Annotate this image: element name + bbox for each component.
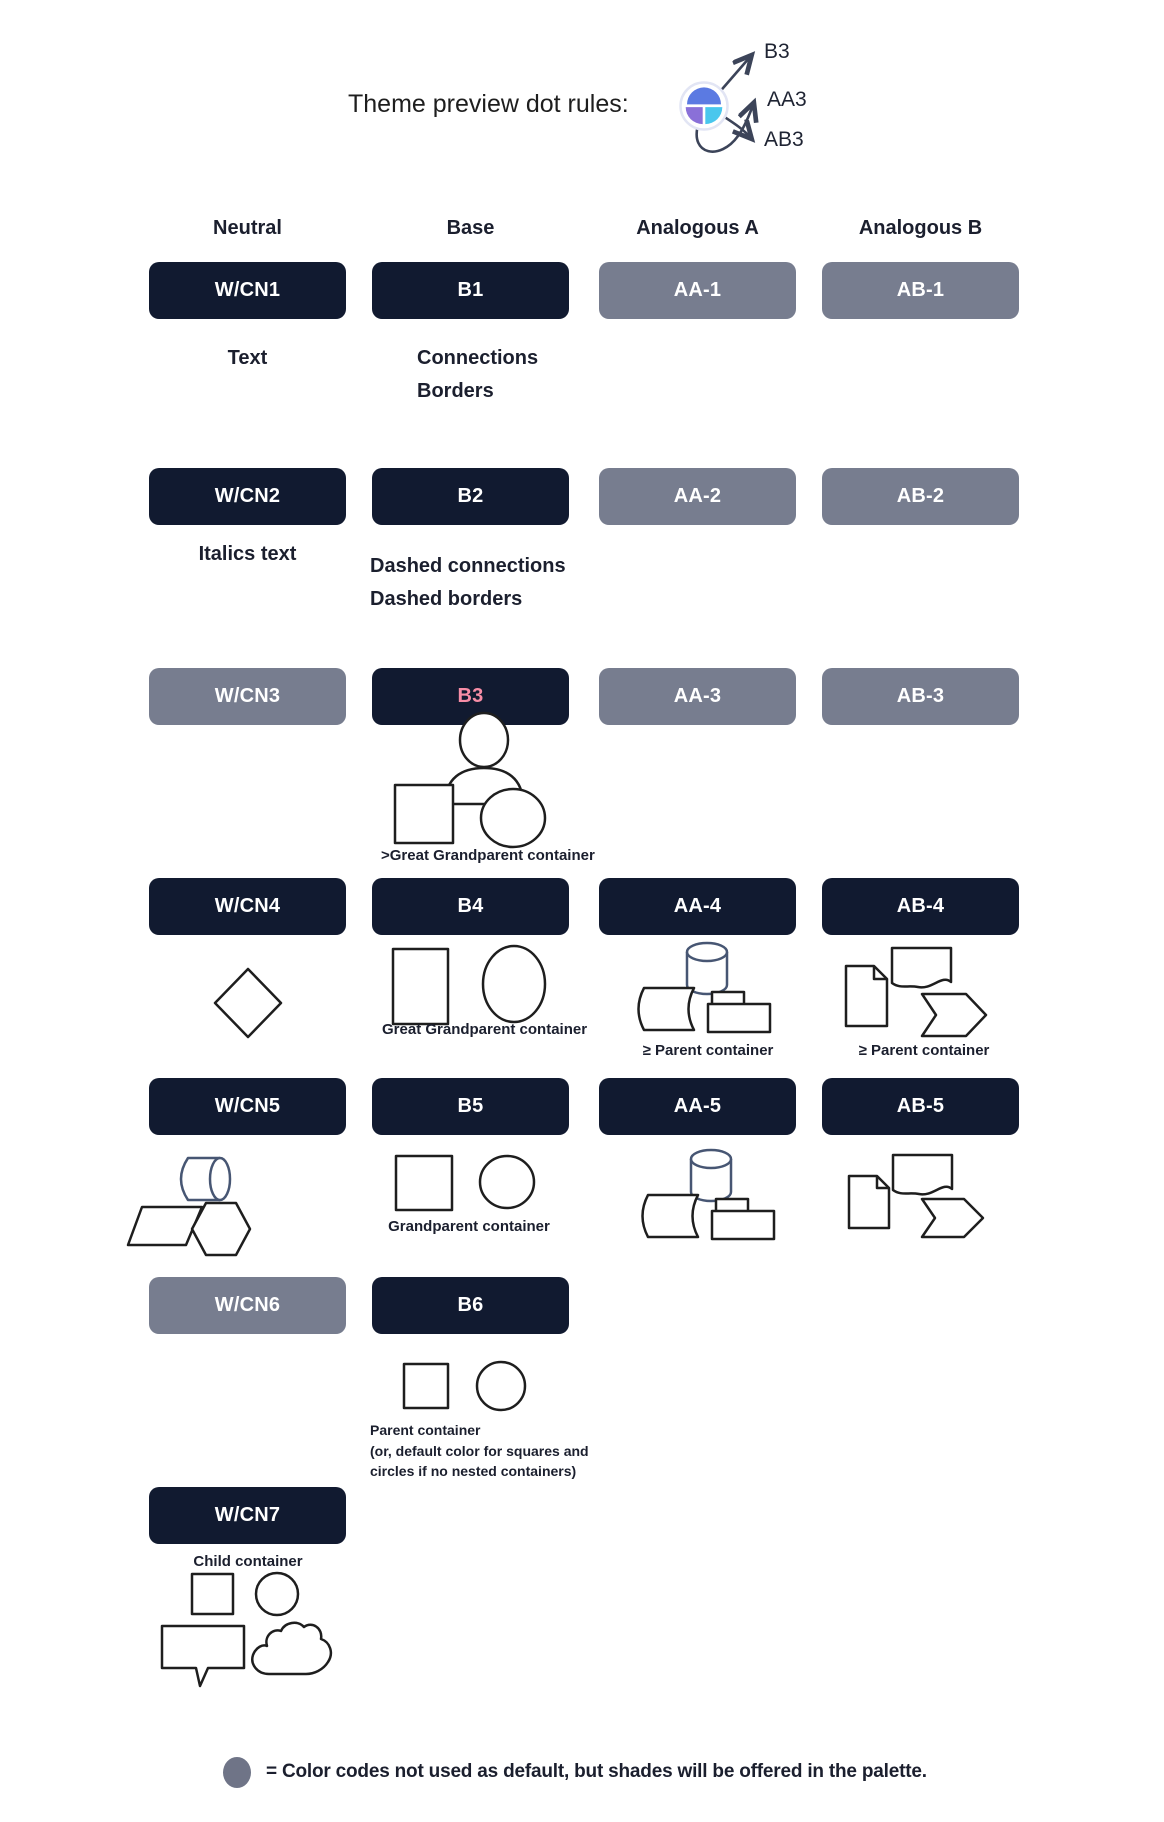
hexagon-icon [192,1203,250,1255]
parallelogram-icon [128,1207,202,1245]
square-icon [404,1364,448,1408]
shape-group-ab4 [838,938,990,1038]
swatch-ab4[interactable]: AB-4 [822,878,1019,935]
caption-great-grandparent-b4: Great Grandparent container [382,1021,588,1038]
note-connections-borders [417,342,538,408]
caption-parent-ab4: ≥ Parent container [858,1042,990,1059]
square-ellipse-group-b4 [388,941,552,1029]
ellipse-icon [483,946,545,1022]
shape-group-aa4 [630,938,780,1034]
circle-icon [477,1362,525,1410]
caption-great-grandparent-b3: >Great Grandparent container [381,847,595,864]
ellipse-icon [477,785,549,851]
swatch-ab3[interactable]: AB-3 [822,668,1019,725]
caption-parent-b6 [370,1420,589,1482]
swatch-aa3[interactable]: AA-3 [599,668,796,725]
swatch-wcn2[interactable]: W/CN2 [149,468,346,525]
stored-data-icon [643,1195,699,1237]
speech-bubble-icon [158,1622,250,1690]
swatch-wcn7[interactable]: W/CN7 [149,1487,346,1544]
column-header-neutral: Neutral [213,217,282,239]
note-borders: Borders [417,380,494,402]
cloud-icon [248,1616,338,1682]
folder-icon [708,1004,770,1032]
swatch-wcn6[interactable]: W/CN6 [149,1277,346,1334]
caption-grandparent-b5: Grandparent container [388,1218,550,1235]
horizontal-cylinder-cap [210,1158,230,1200]
caption-parent-aa4: ≥ Parent container [642,1042,774,1059]
folder-icon [712,1211,774,1239]
shape-group-wcn5 [124,1150,256,1260]
square-icon [392,782,456,846]
circle-icon [256,1573,298,1615]
dot-label-ab3: AB3 [764,128,804,151]
swatch-b4[interactable]: B4 [372,878,569,935]
circle-icon [480,1156,534,1208]
wavy-document-icon [893,1155,952,1194]
square-circle-group-cn7 [188,1568,303,1618]
swatch-wcn4[interactable]: W/CN4 [149,878,346,935]
swatch-aa4[interactable]: AA-4 [599,878,796,935]
theme-dot-diagram [650,22,765,157]
chevron-arrow-icon [922,1199,983,1237]
swatch-ab2[interactable]: AB-2 [822,468,1019,525]
swatch-wcn1[interactable]: W/CN1 [149,262,346,319]
wavy-document-icon [892,948,951,987]
swatch-b6[interactable]: B6 [372,1277,569,1334]
page-icon [849,1176,889,1228]
square-icon [192,1574,233,1614]
swatch-aa2[interactable]: AA-2 [599,468,796,525]
page-icon [846,966,887,1026]
note-dashed-connections: Dashed connections [370,555,566,577]
swatch-wcn3[interactable]: W/CN3 [149,668,346,725]
caption-child-container: Child container [193,1553,303,1570]
caption-parent-line2: (or, default color for squares and [370,1442,589,1459]
column-header-base: Base [446,217,495,239]
column-header-analogous-a: Analogous A [636,217,759,239]
square-icon [396,1156,452,1210]
shape-group-aa5 [634,1145,784,1241]
dot-label-aa3: AA3 [767,88,807,111]
swatch-aa5[interactable]: AA-5 [599,1078,796,1135]
diamond-icon [212,966,284,1040]
swatch-b2[interactable]: B2 [372,468,569,525]
note-italics-text: Italics text [198,543,297,565]
page-title: Theme preview dot rules: [348,90,629,118]
swatch-ab1[interactable]: AB-1 [822,262,1019,319]
chevron-arrow-icon [922,994,986,1036]
note-dashed-borders: Dashed borders [370,588,523,610]
note-connections: Connections [417,347,539,369]
swatch-wcn5[interactable]: W/CN5 [149,1078,346,1135]
note-dashed [370,550,566,616]
dot-label-b3: B3 [764,40,790,63]
caption-parent-line3: circles if no nested containers) [370,1463,577,1479]
note-text: Text [227,347,268,369]
swatch-ab5[interactable]: AB-5 [822,1078,1019,1135]
column-header-analogous-b: Analogous B [858,217,983,239]
cylinder-top [687,943,727,961]
swatch-b5[interactable]: B5 [372,1078,569,1135]
caption-parent-line1: Parent container [370,1422,481,1438]
square-icon [393,949,448,1024]
preview-dot-icon [681,83,728,130]
swatch-b1[interactable]: B1 [372,262,569,319]
legend-dot-icon [223,1757,251,1788]
square-circle-group-b6 [400,1358,530,1412]
square-circle-group-b5 [392,1152,552,1214]
stored-data-icon [639,988,695,1030]
shape-group-ab5 [841,1145,993,1245]
swatch-aa1[interactable]: AA-1 [599,262,796,319]
swatch-b3[interactable]: B3 [372,668,569,725]
legend-text: = Color codes not used as default, but shades will be offered in the palette. [266,1761,927,1782]
cylinder-top [691,1150,731,1168]
